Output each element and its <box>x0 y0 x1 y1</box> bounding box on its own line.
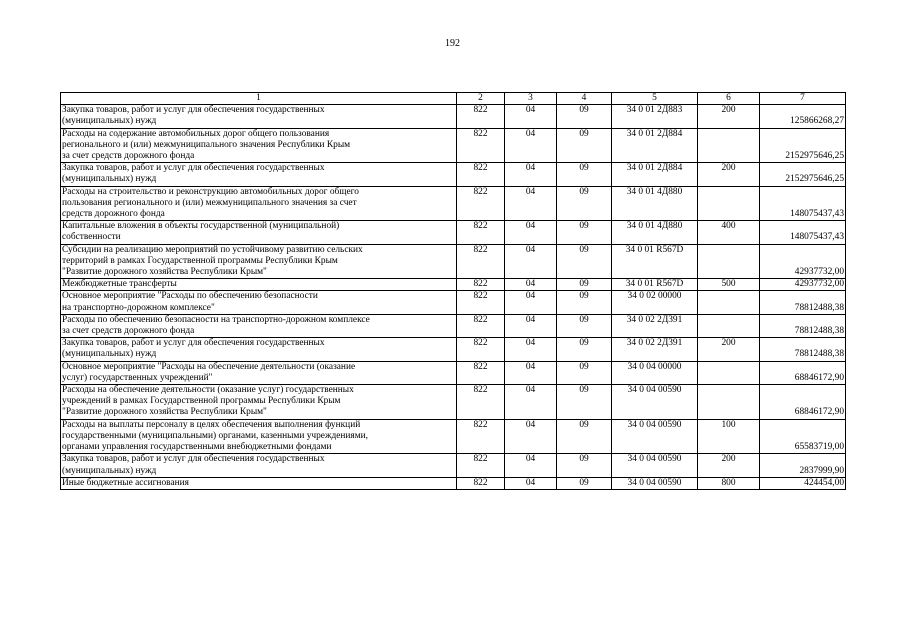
row-amount: 2837999,90 <box>760 454 846 477</box>
row-subsection: 09 <box>557 291 612 314</box>
row-section: 04 <box>505 163 557 186</box>
row-name: Закупка товаров, работ и услуг для обеспечения государственных (муниципальных) нужд <box>61 454 457 477</box>
header-col-2: 2 <box>457 93 505 105</box>
row-subsection: 09 <box>557 419 612 454</box>
row-subsection: 09 <box>557 221 612 244</box>
row-expense-type <box>698 361 760 384</box>
header-col-5: 5 <box>612 93 698 105</box>
row-subsection: 09 <box>557 454 612 477</box>
row-amount: 78812488,38 <box>760 291 846 314</box>
row-ministry-code: 822 <box>457 454 505 477</box>
row-subsection: 09 <box>557 361 612 384</box>
row-target-article: 34 0 04 00000 <box>612 361 698 384</box>
row-name: Межбюджетные трансферты <box>61 279 457 291</box>
row-ministry-code: 822 <box>457 221 505 244</box>
table-row <box>61 221 846 244</box>
row-ministry-code: 822 <box>457 361 505 384</box>
row-section: 04 <box>505 105 557 128</box>
row-amount: 78812488,38 <box>760 314 846 337</box>
row-target-article: 34 0 04 00590 <box>612 454 698 477</box>
row-section: 04 <box>505 454 557 477</box>
row-ministry-code: 822 <box>457 186 505 221</box>
header-col-7: 7 <box>760 93 846 105</box>
row-expense-type <box>698 291 760 314</box>
table-row <box>61 163 846 186</box>
row-section: 04 <box>505 477 557 489</box>
row-subsection: 09 <box>557 128 612 163</box>
row-name: Иные бюджетные ассигнования <box>61 477 457 489</box>
row-target-article: 34 0 02 2Д391 <box>612 338 698 361</box>
row-section: 04 <box>505 419 557 454</box>
table-row <box>61 128 846 163</box>
row-ministry-code: 822 <box>457 338 505 361</box>
table-row <box>61 338 846 361</box>
table-row <box>61 385 846 420</box>
table-row <box>61 291 846 314</box>
row-expense-type: 200 <box>698 105 760 128</box>
row-amount: 42937732,00 <box>760 244 846 279</box>
header-col-3: 3 <box>505 93 557 105</box>
header-col-6: 6 <box>698 93 760 105</box>
row-target-article: 34 0 02 00000 <box>612 291 698 314</box>
header-col-1: 1 <box>61 93 457 105</box>
row-target-article: 34 0 01 4Д880 <box>612 221 698 244</box>
row-subsection: 09 <box>557 279 612 291</box>
row-amount: 78812488,38 <box>760 338 846 361</box>
row-name: Расходы на содержание автомобильных дорог общего пользования регионального и (или) межмуниципального значения Республики Крым за счет средств дорожного фонда <box>61 128 457 163</box>
table-row <box>61 361 846 384</box>
row-subsection: 09 <box>557 163 612 186</box>
row-name: Расходы на строительство и реконструкцию автомобильных дорог общего пользования регионального и (или) межмуниципального значения за счет средств дорожного фонда <box>61 186 457 221</box>
row-expense-type <box>698 244 760 279</box>
row-target-article: 34 0 04 00590 <box>612 419 698 454</box>
row-amount: 68846172,90 <box>760 385 846 420</box>
row-section: 04 <box>505 338 557 361</box>
row-expense-type: 200 <box>698 338 760 361</box>
row-ministry-code: 822 <box>457 477 505 489</box>
row-expense-type: 500 <box>698 279 760 291</box>
row-section: 04 <box>505 244 557 279</box>
table-row <box>61 314 846 337</box>
table-row <box>61 419 846 454</box>
row-section: 04 <box>505 279 557 291</box>
row-target-article: 34 0 04 00590 <box>612 477 698 489</box>
row-name: Расходы по обеспечению безопасности на транспортно-дорожном комплексе за счет средств дорожного фонда <box>61 314 457 337</box>
row-amount: 65583719,00 <box>760 419 846 454</box>
row-target-article: 34 0 01 R567D <box>612 244 698 279</box>
table-row <box>61 244 846 279</box>
row-amount: 42937732,00 <box>760 279 846 291</box>
row-subsection: 09 <box>557 105 612 128</box>
row-expense-type <box>698 186 760 221</box>
row-subsection: 09 <box>557 385 612 420</box>
table-row <box>61 477 846 489</box>
row-name: Закупка товаров, работ и услуг для обеспечения государственных (муниципальных) нужд <box>61 338 457 361</box>
row-section: 04 <box>505 128 557 163</box>
row-amount: 2152975646,25 <box>760 163 846 186</box>
row-ministry-code: 822 <box>457 419 505 454</box>
row-expense-type: 200 <box>698 163 760 186</box>
row-subsection: 09 <box>557 338 612 361</box>
row-ministry-code: 822 <box>457 128 505 163</box>
row-subsection: 09 <box>557 244 612 279</box>
row-name: Закупка товаров, работ и услуг для обеспечения государственных (муниципальных) нужд <box>61 105 457 128</box>
row-expense-type: 200 <box>698 454 760 477</box>
row-expense-type: 800 <box>698 477 760 489</box>
budget-table <box>60 92 846 490</box>
row-target-article: 34 0 04 00590 <box>612 385 698 420</box>
row-section: 04 <box>505 361 557 384</box>
table-row <box>61 454 846 477</box>
row-amount: 2152975646,25 <box>760 128 846 163</box>
row-name: Расходы на выплаты персоналу в целях обеспечения выполнения функций государственными (муниципальными) органами, казенными учреждениями, органами управления государственными внебюджетными фондами <box>61 419 457 454</box>
header-col-4: 4 <box>557 93 612 105</box>
row-ministry-code: 822 <box>457 291 505 314</box>
row-section: 04 <box>505 291 557 314</box>
table-row <box>61 279 846 291</box>
row-ministry-code: 822 <box>457 105 505 128</box>
row-amount: 125866268,27 <box>760 105 846 128</box>
row-ministry-code: 822 <box>457 279 505 291</box>
row-subsection: 09 <box>557 186 612 221</box>
row-ministry-code: 822 <box>457 314 505 337</box>
row-target-article: 34 0 01 2Д884 <box>612 128 698 163</box>
header-row <box>61 93 846 105</box>
table-row <box>61 186 846 221</box>
row-expense-type <box>698 314 760 337</box>
row-subsection: 09 <box>557 477 612 489</box>
row-amount: 424454,00 <box>760 477 846 489</box>
row-ministry-code: 822 <box>457 163 505 186</box>
row-section: 04 <box>505 314 557 337</box>
row-amount: 148075437,43 <box>760 221 846 244</box>
row-name: Основное мероприятие "Расходы по обеспечению безопасности на транспортно-дорожном комплексе" <box>61 291 457 314</box>
row-subsection: 09 <box>557 314 612 337</box>
row-name: Расходы на обеспечение деятельности (оказание услуг) государственных учреждений в рамках Государственной программы Республики Крым "Развитие дорожного хозяйства Республики Крым" <box>61 385 457 420</box>
row-section: 04 <box>505 221 557 244</box>
row-name: Капитальные вложения в объекты государственной (муниципальной) собственности <box>61 221 457 244</box>
row-target-article: 34 0 01 4Д880 <box>612 186 698 221</box>
table-row <box>61 105 846 128</box>
row-expense-type: 400 <box>698 221 760 244</box>
row-ministry-code: 822 <box>457 244 505 279</box>
row-ministry-code: 822 <box>457 385 505 420</box>
row-expense-type <box>698 128 760 163</box>
row-target-article: 34 0 01 2Д883 <box>612 105 698 128</box>
row-section: 04 <box>505 385 557 420</box>
row-expense-type: 100 <box>698 419 760 454</box>
row-name: Закупка товаров, работ и услуг для обеспечения государственных (муниципальных) нужд <box>61 163 457 186</box>
row-target-article: 34 0 01 R567D <box>612 279 698 291</box>
row-amount: 68846172,90 <box>760 361 846 384</box>
row-expense-type <box>698 385 760 420</box>
page-number: 192 <box>445 38 460 49</box>
row-name: Субсидии на реализацию мероприятий по устойчивому развитию сельских территорий в рамках Государственной программы Республики Крым "Развитие дорожного хозяйства Республики Крым" <box>61 244 457 279</box>
row-section: 04 <box>505 186 557 221</box>
row-target-article: 34 0 02 2Д391 <box>612 314 698 337</box>
row-amount: 148075437,43 <box>760 186 846 221</box>
row-name: Основное мероприятие "Расходы на обеспечение деятельности (оказание услуг) государственных учреждений" <box>61 361 457 384</box>
row-target-article: 34 0 01 2Д884 <box>612 163 698 186</box>
